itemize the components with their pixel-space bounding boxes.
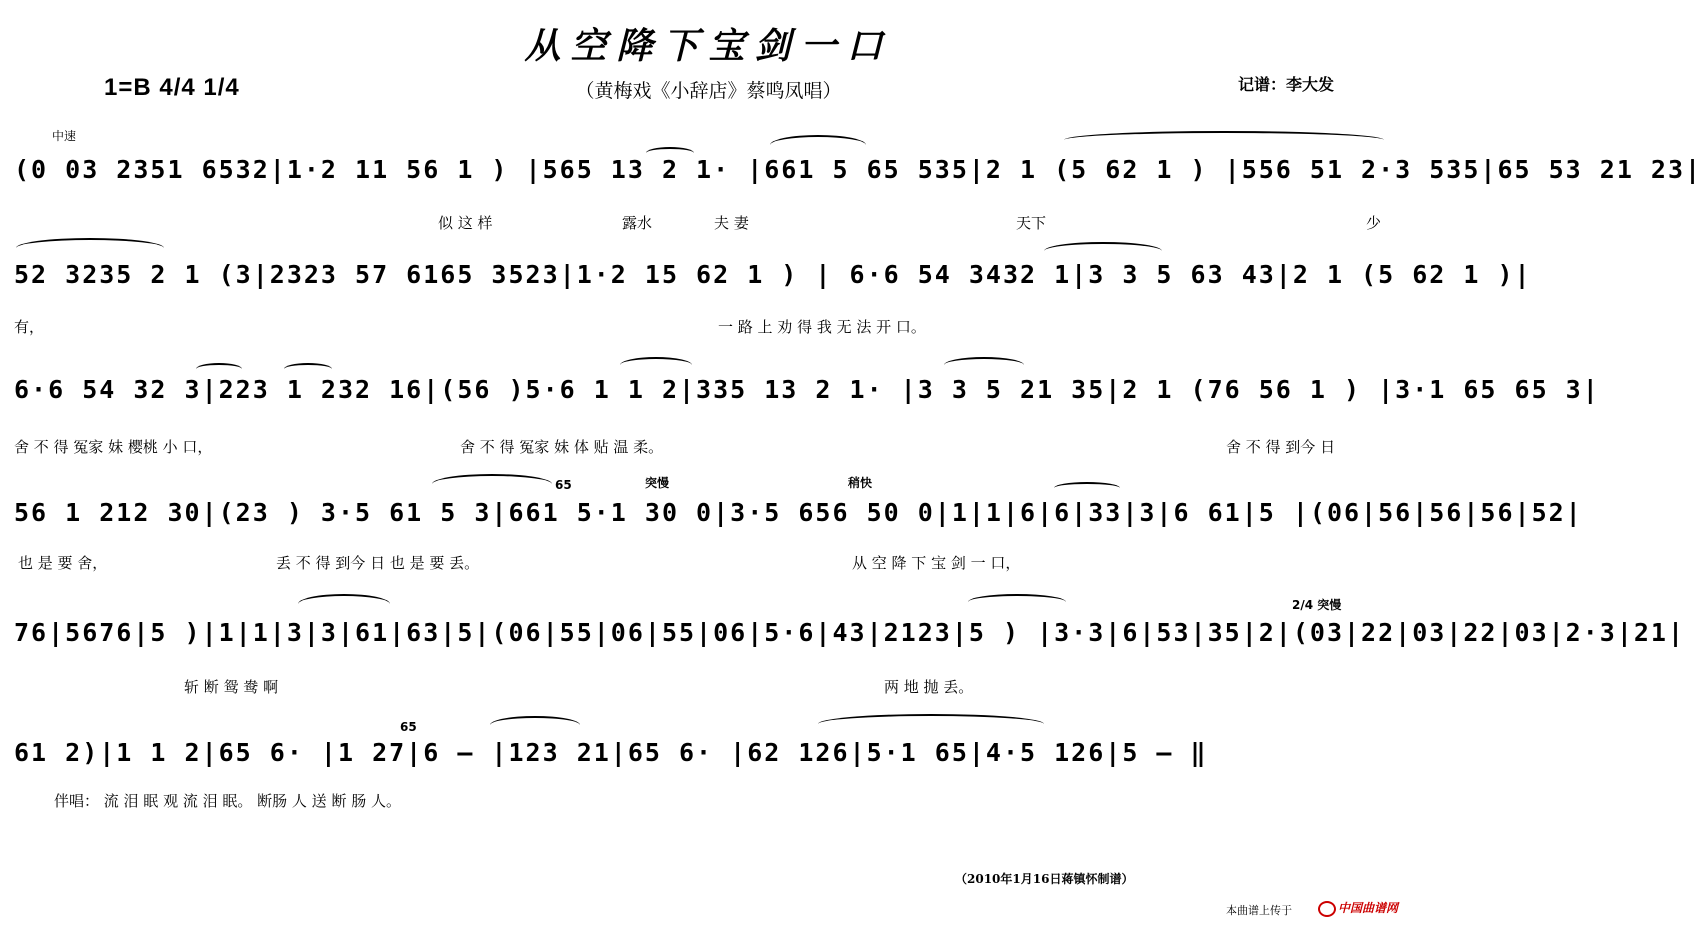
upload-note: 本曲谱上传于 <box>1226 904 1292 917</box>
score-line-4 <box>0 470 1583 580</box>
score-line-1 <box>0 125 1702 235</box>
slur <box>16 238 164 258</box>
page-title: 从空降下宝剑一口 <box>524 25 893 67</box>
logo-icon <box>1318 901 1336 917</box>
lyric-phrase: 舍 不 得 冤家 妹 体 贴 温 柔。 <box>460 438 664 456</box>
slur <box>770 135 866 155</box>
site-logo-text: 中国曲谱网 <box>1338 901 1399 915</box>
slur <box>196 363 242 375</box>
score-line-6 <box>0 712 1417 822</box>
notation-row: 56 1 212 30|(23 ) 3·5 61 5 3|661 5·1 30 0|3·5 656 50 0|1|1|6|6|33|3|6 61|5 |(06|56|56|56|52| <box>14 498 1583 527</box>
score-line-2 <box>0 240 1532 350</box>
lyric-phrase: 天下 <box>1016 214 1047 232</box>
notation-row: (0 03 2351 6532|1·2 11 56 1 ) |565 13 2 1· |661 5 65 535|2 1 (5 62 1 ) |556 51 2·3 535|65 53 21 23| <box>14 155 1702 184</box>
slur <box>620 357 692 373</box>
lyric-phrase: 一 路 上 劝 得 我 无 法 开 口。 <box>718 318 926 336</box>
notation-row: 76|5676|5 )|1|1|3|3|61|63|5|(06|55|06|55|06|5·6|43|2123|5 ) |3·3|6|53|35|2|(03|22|03|22|03|2·3|21| <box>14 618 1686 647</box>
lyric-phrase: 舍 不 得 到今 日 <box>1226 438 1336 456</box>
lyric-phrase: 也 是 要 舍， <box>18 554 108 572</box>
score-line-5 <box>0 590 1686 700</box>
notation-row: 6·6 54 32 3|223 1 232 16|(56 )5·6 1 1 2|335 13 2 1· |3 3 5 21 35|2 1 (76 56 1 ) |3·1 65 65 3| <box>14 375 1600 404</box>
slur <box>432 474 552 494</box>
lyric-phrase: 有， <box>14 318 45 336</box>
slur <box>646 147 694 159</box>
tempo-mark: 65 <box>400 720 417 734</box>
key-signature: 1=B 4/4 1/4 <box>104 74 240 101</box>
lyric-phrase: 少 <box>1366 214 1382 232</box>
lyric-phrase: 似 这 样 <box>438 214 493 232</box>
tempo-mark: 65 <box>555 478 572 492</box>
notation-row: 61 2)|1 1 2|65 6· |1 27|6 — |123 21|65 6· |62 126|5·1 65|4·5 126|5 — ‖ <box>14 738 1208 767</box>
lyric-phrase: 丢 不 得 到今 日 也 是 要 丢。 <box>276 554 480 572</box>
lyric-phrase: 从 空 降 下 宝 剑 一 口， <box>852 554 1021 572</box>
tempo-mark: 稍快 <box>848 476 873 490</box>
notator: 记谱：李大发 <box>1238 75 1335 94</box>
lyric-phrase: 伴唱： 流 泪 眠 观 流 泪 眠。 断肠 人 送 断 肠 人。 <box>54 792 401 810</box>
footer-credit: （2010年1月16日蒋镇怀制谱） <box>955 872 1134 886</box>
slur <box>818 714 1044 734</box>
tempo-mark: 突慢 <box>645 476 670 490</box>
slur <box>298 594 390 614</box>
tempo-mark: 2/4 突慢 <box>1292 598 1342 612</box>
lyric-phrase: 露水 <box>622 214 653 232</box>
slur <box>284 363 332 375</box>
subtitle: （黄梅戏《小辞店》蔡鸣凤唱） <box>575 80 842 102</box>
score-line-3 <box>0 355 1600 465</box>
slur <box>944 357 1024 373</box>
lyric-phrase: 斩 断 鸳 鸯 啊 <box>184 678 279 696</box>
lyric-phrase: 夫 妻 <box>714 214 749 232</box>
lyric-phrase: 舍 不 得 冤家 妹 樱桃 小 口， <box>14 438 213 456</box>
slur <box>490 716 580 734</box>
site-logo <box>1318 899 1398 917</box>
lyric-phrase: 两 地 抛 丢。 <box>884 678 974 696</box>
slur <box>1064 131 1384 149</box>
tempo-mark: 中速 <box>52 129 77 143</box>
notation-row: 52 3235 2 1 (3|2323 57 6165 3523|1·2 15 62 1 ) | 6·6 54 3432 1|3 3 5 63 43|2 1 (5 62 1 )| <box>14 260 1532 289</box>
slur <box>1054 482 1120 494</box>
slur <box>1044 242 1162 260</box>
slur <box>968 594 1066 610</box>
